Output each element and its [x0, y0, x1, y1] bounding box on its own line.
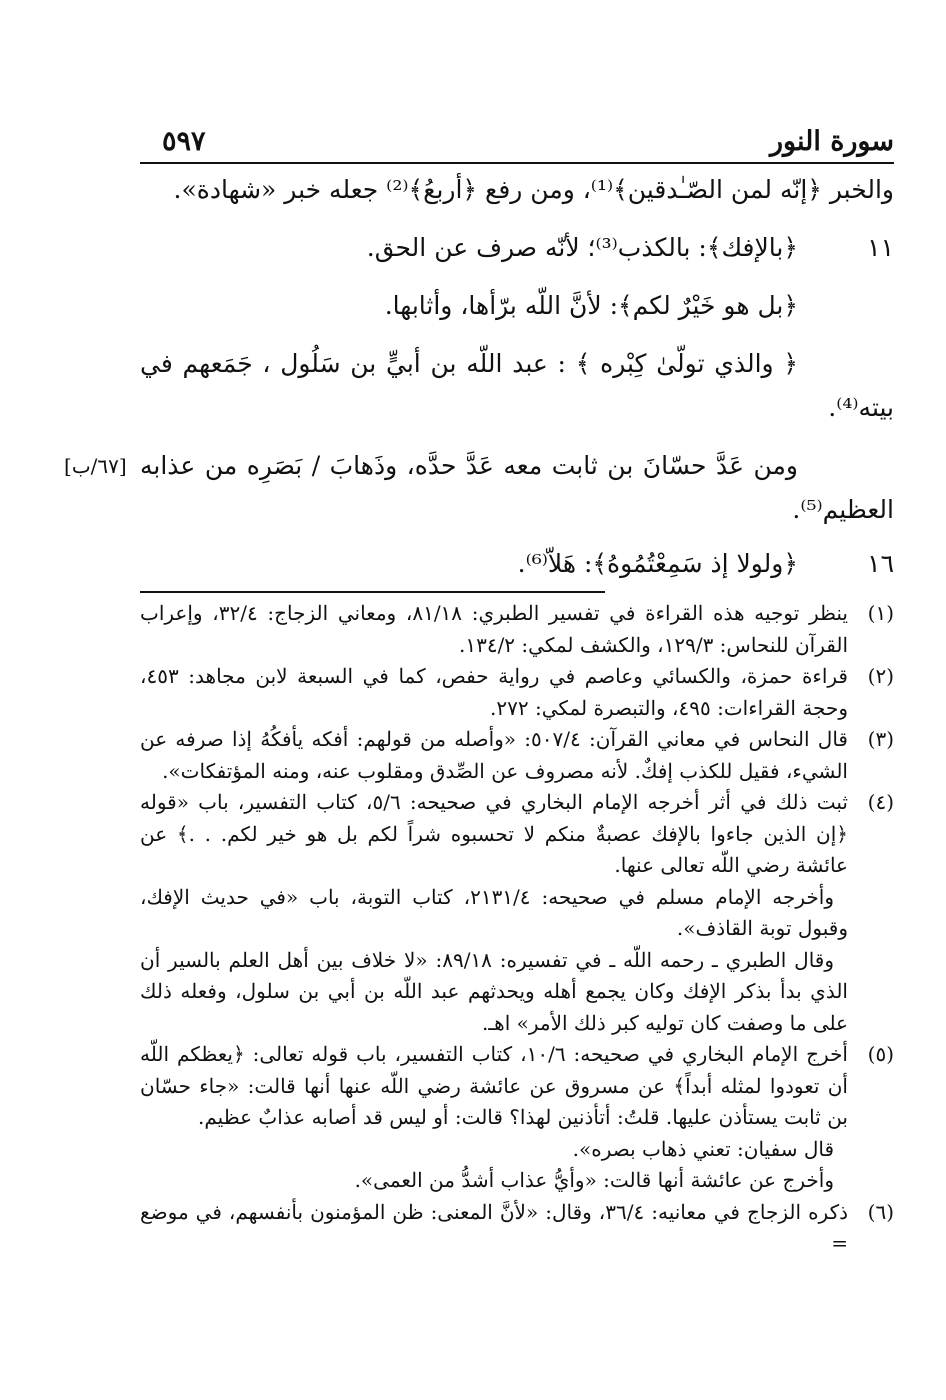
footnote-text: ذكره الزجاج في معانيه: ٣٦/٤، وقال: «لأنَّ المعنى: ظن المؤمنون بأنفسهم، في موضع =: [140, 1199, 849, 1255]
text-row: [64, 444, 894, 532]
verse-number: ١٦: [867, 549, 894, 578]
page-header: [140, 118, 894, 162]
row-text: والخبر ﴿إنّه لمن الصّـٰدقين﴾⁽¹⁾، ومن رفع ﴿أربعُ﴾⁽²⁾ جعله خبر «شهادة».: [173, 175, 894, 204]
footnote-text: وأخرجه الإمام مسلم في صحيحه: ٢١٣١/٤، كتاب التوبة، باب «في حديث الإفك، وقبول توبة القاذف».: [140, 884, 848, 940]
footnote-number: (٣): [867, 727, 894, 751]
footnote-text: وأخرج عن عائشة أنها قالت: «وأيُّ عذاب أشدُّ من العمى».: [354, 1168, 834, 1192]
main-text: [64, 168, 894, 586]
footnote: [140, 661, 894, 724]
footnote-number: (١): [867, 601, 894, 625]
text-row: [140, 168, 894, 212]
row-text: ﴿بالإفك﴾: بالكذب⁽³⁾؛ لأنّه صرف عن الحق.: [366, 233, 798, 262]
footnote-text: قراءة حمزة، والكسائي وعاصم في رواية حفص، كما في السبعة لابن مجاهد: ٤٥٣، وحجة القراءات: ٤٩٥، والتبصرة لمكي: ٢٧٢.: [140, 664, 848, 720]
text-row: [140, 542, 894, 586]
footnote-text: أخرج الإمام البخاري في صحيحه: ١٠/٦، كتاب التفسير، باب قوله تعالى: ﴿يعظكم اللّه أن تعودوا لمثله أبداً﴾ عن مسروق عن عائشة رضي اللّه عنها أنها قالت: «جاء حسّان بن ثابت يستأذن عليها. قلتُ: أتأذنين لهذا؟ قالت: أو ليس قد أصابه عذابٌ عظيم.: [140, 1042, 848, 1129]
footnote-text: ثبت ذلك في أثر أخرجه الإمام البخاري في صحيحه: ٥/٦، كتاب التفسير، باب «قوله ﴿إن الذين جاءوا بالإفك عصبةٌ منكم لا تحسبوه شراً لكم بل هو خير لكم. . .﴾ عن عائشة رضي اللّه تعالى عنها.: [140, 790, 848, 877]
footnote: [140, 787, 894, 1039]
footnotes: [140, 598, 894, 1260]
footnote: [140, 1039, 894, 1197]
manuscript-folio-ref: [٦٧/ب]: [64, 454, 127, 478]
row-text: ﴿ولولا إذ سَمِعْتُمُوهُ﴾: هَلاّ⁽⁶⁾.: [517, 549, 798, 578]
footnote-text: وقال الطبري ـ رحمه اللّه ـ في تفسيره: ٨٩/١٨: «لا خلاف بين أهل العلم بالسير أن الذي بدأ بذكر الإفك وكان يجمع أهله ويحدثهم عبد اللّه بن أبي بن سلول، وفعله ذلك على ما وصفت كان توليه كبر ذلك الأمر» اهـ.: [140, 947, 848, 1035]
text-row: [140, 226, 894, 270]
footnote-text: قال سفيان: تعني ذهاب بصره».: [572, 1136, 834, 1161]
footnote: [140, 1197, 894, 1260]
footnote-number: (٤): [867, 790, 894, 814]
row-text: ﴿بل هو خَيْرٌ لكم﴾: لأنَّ اللّه برّأها، وأثابها.: [384, 291, 798, 320]
header-divider: [140, 162, 894, 164]
page-number: ٥٩٧: [162, 126, 206, 157]
footnote-number: (٦): [867, 1199, 894, 1224]
text-row: [140, 342, 894, 430]
footnote-number: (٥): [867, 1042, 894, 1066]
footnote: [140, 598, 894, 661]
row-text: ﴿ والذي تولّىٰ كِبْره ﴾ : عبد اللّه بن أبيٍّ بن سَلُول ، جَمَعهم في بيته⁽⁴⁾.: [140, 349, 894, 422]
verse-number: ١١: [867, 233, 894, 262]
text-row: [140, 284, 894, 328]
footnote-divider: [140, 591, 605, 593]
footnote-text: ينظر توجيه هذه القراءة في تفسير الطبري: ٨١/١٨، ومعاني الزجاج: ٣٢/٤، وإعراب القرآن للنحاس: ١٢٩/٣، والكشف لمكي: ١٣٤/٢.: [140, 601, 848, 657]
row-text: ومن عَدَّ حسّانَ بن ثابت معه عَدَّ حدَّه، وذَهابَ / بَصَرِه من عذابه العظيم⁽⁵⁾.: [140, 451, 894, 524]
footnote: [140, 724, 894, 787]
footnote-text: قال النحاس في معاني القرآن: ٥٠٧/٤: «وأصله من قولهم: أفكه يأفكُهُ إذا صرفه عن الشيء، فقيل للكذب إفكٌ. لأنه مصروف عن الصِّدق ومقلوب عنه، ومنه المؤتفكات».: [140, 727, 848, 783]
footnote-number: (٢): [867, 664, 894, 688]
surah-title: سورة النور: [769, 126, 894, 157]
